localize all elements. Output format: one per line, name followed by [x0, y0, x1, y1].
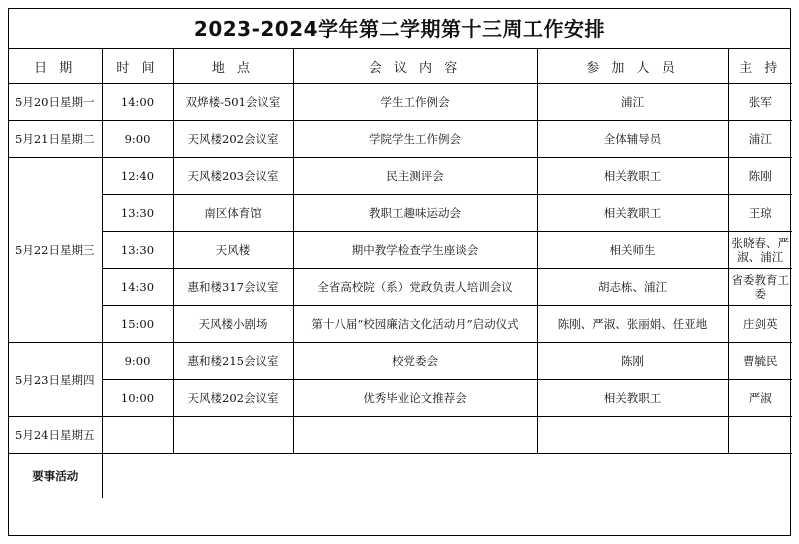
time-cell: 13:30: [102, 232, 173, 269]
content-cell: 优秀毕业论文推荐会: [293, 380, 537, 417]
place-cell: 惠和楼215会议室: [173, 343, 293, 380]
host-cell: 省委教育工委: [728, 269, 792, 306]
key-events-row: [9, 454, 792, 499]
table-header-row: [9, 49, 792, 84]
time-cell: 9:00: [102, 343, 173, 380]
date-cell: 5月21日星期二: [9, 121, 102, 158]
table-row: [9, 306, 792, 343]
participants-cell: 相关教职工: [537, 380, 728, 417]
place-cell: [173, 417, 293, 454]
content-cell: 期中教学检查学生座谈会: [293, 232, 537, 269]
participants-cell: 全体辅导员: [537, 121, 728, 158]
participants-cell: 相关教职工: [537, 158, 728, 195]
place-cell: 天风楼202会议室: [173, 121, 293, 158]
place-cell: 天风楼: [173, 232, 293, 269]
header-participants: 参 加 人 员: [537, 49, 728, 84]
date-cell: 5月22日星期三: [9, 158, 102, 343]
host-cell: 陈刚: [728, 158, 792, 195]
host-cell: 浦江: [728, 121, 792, 158]
content-cell: [293, 417, 537, 454]
content-cell: 校党委会: [293, 343, 537, 380]
content-cell: 教职工趣味运动会: [293, 195, 537, 232]
time-cell: 9:00: [102, 121, 173, 158]
host-cell: 严淑: [728, 380, 792, 417]
place-cell: 天风楼202会议室: [173, 380, 293, 417]
participants-cell: [537, 417, 728, 454]
table-row: [9, 269, 792, 306]
content-cell: 全省高校院（系）党政负责人培训会议: [293, 269, 537, 306]
table-row: [9, 195, 792, 232]
place-cell: 双烨楼-501会议室: [173, 84, 293, 121]
participants-cell: 相关师生: [537, 232, 728, 269]
time-cell: 14:30: [102, 269, 173, 306]
header-place: 地 点: [173, 49, 293, 84]
content-cell: 第十八届“校园廉洁文化活动月”启动仪式: [293, 306, 537, 343]
table-row: [9, 84, 792, 121]
table-row: [9, 158, 792, 195]
key-events-cell: [102, 454, 792, 499]
place-cell: 天风楼203会议室: [173, 158, 293, 195]
participants-cell: 陈刚、严淑、张丽娟、任亚地: [537, 306, 728, 343]
time-cell: [102, 417, 173, 454]
schedule-table: [9, 49, 792, 498]
time-cell: 15:00: [102, 306, 173, 343]
time-cell: 10:00: [102, 380, 173, 417]
date-cell: 5月24日星期五: [9, 417, 102, 454]
host-cell: 庄剑英: [728, 306, 792, 343]
date-cell: 5月23日星期四: [9, 343, 102, 417]
content-cell: 学院学生工作例会: [293, 121, 537, 158]
page-title: 2023-2024学年第二学期第十三周工作安排: [9, 9, 790, 49]
participants-cell: 相关教职工: [537, 195, 728, 232]
participants-cell: 浦江: [537, 84, 728, 121]
host-cell: 张晓春、严淑、浦江: [728, 232, 792, 269]
content-cell: 民主测评会: [293, 158, 537, 195]
key-events-label: 要事活动: [9, 454, 102, 499]
content-cell: 学生工作例会: [293, 84, 537, 121]
time-cell: 14:00: [102, 84, 173, 121]
time-cell: 12:40: [102, 158, 173, 195]
host-cell: 张军: [728, 84, 792, 121]
header-host: 主 持: [728, 49, 792, 84]
header-content: 会 议 内 容: [293, 49, 537, 84]
table-row: [9, 343, 792, 380]
table-row: [9, 417, 792, 454]
table-row: [9, 121, 792, 158]
participants-cell: 胡志栋、浦江: [537, 269, 728, 306]
schedule-sheet: [8, 8, 791, 536]
participants-cell: 陈刚: [537, 343, 728, 380]
header-time: 时 间: [102, 49, 173, 84]
host-cell: 曹毓民: [728, 343, 792, 380]
place-cell: 南区体育馆: [173, 195, 293, 232]
table-row: [9, 232, 792, 269]
host-cell: 王琼: [728, 195, 792, 232]
host-cell: [728, 417, 792, 454]
place-cell: 天风楼小剧场: [173, 306, 293, 343]
place-cell: 惠和楼317会议室: [173, 269, 293, 306]
date-cell: 5月20日星期一: [9, 84, 102, 121]
header-date: 日 期: [9, 49, 102, 84]
time-cell: 13:30: [102, 195, 173, 232]
table-row: [9, 380, 792, 417]
